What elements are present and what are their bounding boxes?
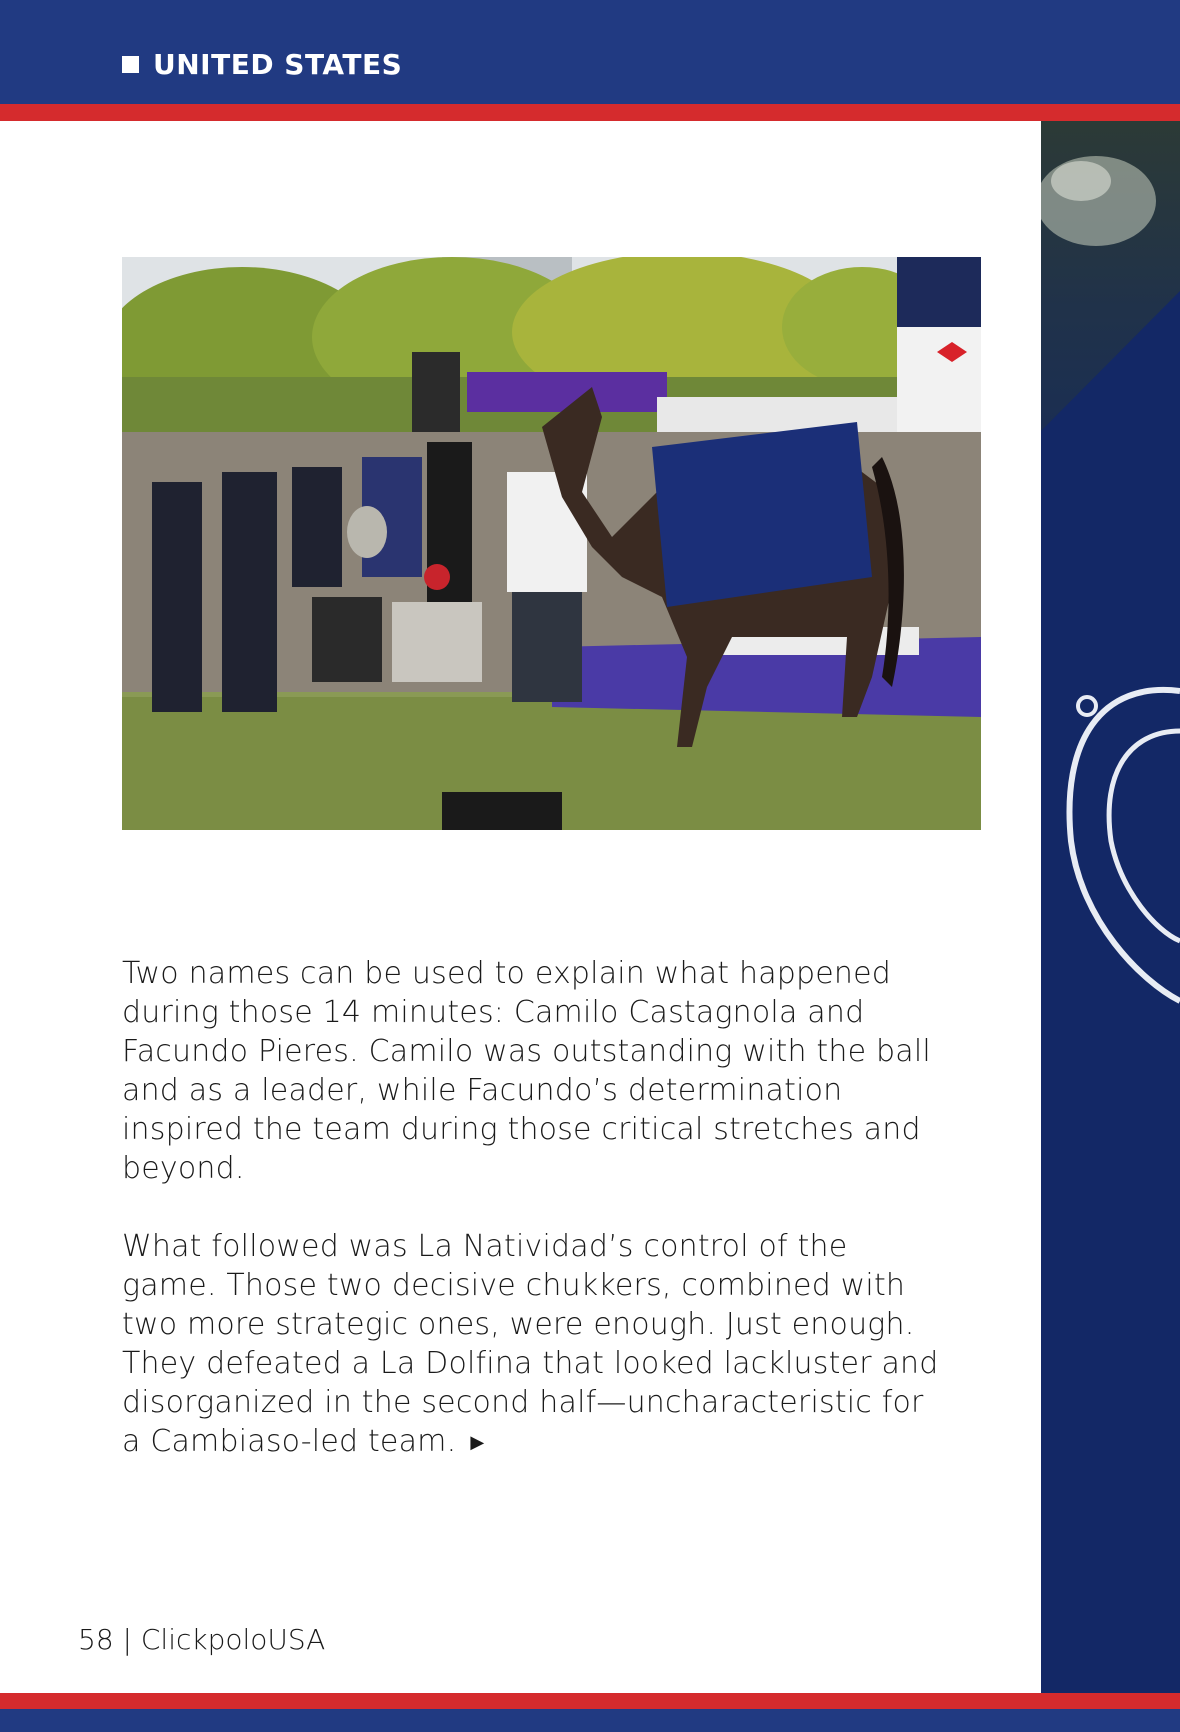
side-photo-strip — [1041, 121, 1180, 1693]
paragraph-2-text: What followed was La Natividad’s control of the game. Those two decisive chukkers, combined with two more strategic ones, were enough. Just enough. They defeated a La Dolfina that looked lackluster and disorganized in the second half—uncharacteristic for a Cambiaso-led team. — [122, 1229, 939, 1459]
square-bullet-icon — [122, 56, 139, 73]
section-title: UNITED STATES — [153, 48, 403, 81]
header-red-stripe — [0, 104, 1180, 121]
page-footer: 58 | ClickpoloUSA — [78, 1623, 326, 1656]
paragraph-1: Two names can be used to explain what happened during those 14 minutes: Camilo Castagnola and Facundo Pieres. Camilo was outstanding with the ball and as a leader, while Facundo’s determination inspired the team during those critical stretches and beyond. — [122, 956, 931, 1186]
section-label — [122, 48, 402, 81]
article-body — [122, 954, 942, 1501]
trophy-ceremony-photo — [122, 257, 981, 830]
play-triangle-icon: ▶ — [470, 1432, 485, 1453]
footer-red-stripe — [0, 1693, 1180, 1709]
paragraph-2 — [122, 1227, 942, 1462]
footer-bar — [0, 1709, 1180, 1732]
